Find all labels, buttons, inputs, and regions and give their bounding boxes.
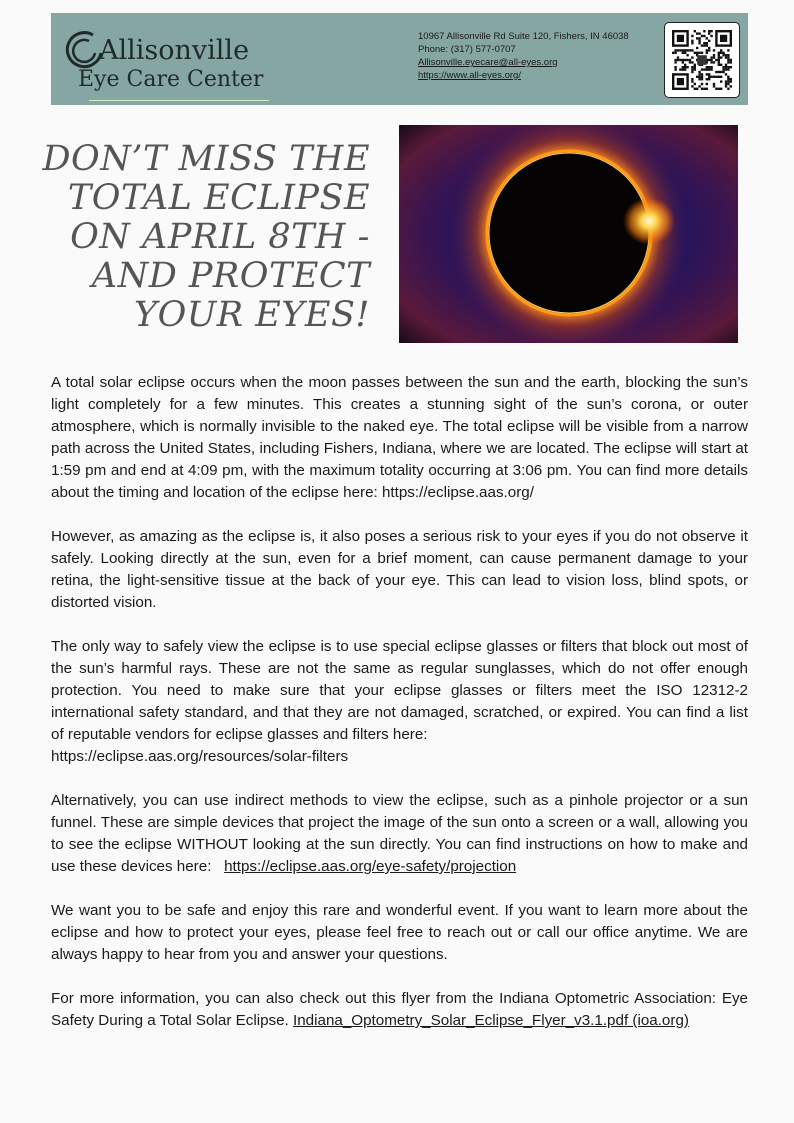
headline <box>40 140 370 335</box>
contact-info <box>418 30 668 82</box>
headline-line: ON APRIL 8TH - <box>70 217 370 257</box>
header-banner <box>51 13 748 105</box>
logo-underline <box>89 100 269 101</box>
eclipse-photo <box>399 125 738 343</box>
paragraph-risk: However, as amazing as the eclipse is, it also poses a serious risk to your eyes if you do not observe it safely. Looking directly at the sun, even for a brief moment, can cause permanent damage to your retina, the light-sensitive tissue at the back of your eye. This can lead to vision loss, blind spots, or distorted vision. <box>51 528 748 611</box>
article-body <box>51 372 748 1054</box>
phone-text: Phone: (317) 577-0707 <box>418 44 516 55</box>
eclipse-image <box>399 125 738 343</box>
logo-subtitle: Eye Care Center <box>78 67 264 92</box>
paragraph-indirect <box>51 790 748 878</box>
qr-code-graphic <box>665 23 739 97</box>
paragraph-glasses-text: The only way to safely view the eclipse is to use special eclipse glasses or filters that block out most of the sun’s harmful rays. These are not the same as regular sunglasses, which do not offer enough protection. You need to make sure that your eclipse glasses or filters meet the ISO 12312-2 international safety standard, and that they are not damaged, scratched, or expired. You can find a list of reputable vendors for eclipse glasses and filters here: <box>51 638 748 743</box>
paragraph-glasses <box>51 636 748 768</box>
projection-link[interactable]: https://eclipse.aas.org/eye-safety/projection <box>224 858 517 875</box>
logo-name: Allisonville <box>99 35 250 66</box>
website-link[interactable]: https://www.all-eyes.org/ <box>418 70 521 81</box>
flyer-link[interactable]: Indiana_Optometry_Solar_Eclipse_Flyer_v3.1.pdf (ioa.org) <box>293 1012 689 1029</box>
headline-line: TOTAL ECLIPSE <box>67 178 370 218</box>
email-link[interactable]: Allisonville.eyecare@all-eyes.org <box>418 57 558 68</box>
paragraph-closing: We want you to be safe and enjoy this rare and wonderful event. If you want to learn more about the eclipse and how to protect your eyes, please feel free to reach out or call our office anytime. We are always happy to hear from you and answer your questions. <box>51 902 748 963</box>
solar-filters-link[interactable]: https://eclipse.aas.org/resources/solar-filters <box>51 748 349 765</box>
address-text: 10967 Allisonville Rd Suite 120, Fishers, IN 46038 <box>418 31 629 42</box>
paragraph-intro: A total solar eclipse occurs when the moon passes between the sun and the earth, blocking the sun’s light completely for a few minutes. This creates a stunning sight of the sun’s corona, or outer atmosphere, which is normally invisible to the naked eye. The total eclipse will be visible from a narrow path across the United States, including Fishers, Indiana, where we are located. The eclipse will start at 1:59 pm and end at 4:09 pm, with the maximum totality occurring at 3:06 pm. You can find more details about the timing and location of the eclipse here: https://eclipse.aas.org/ <box>51 374 748 501</box>
paragraph-indirect-text: Alternatively, you can use indirect methods to view the eclipse, such as a pinhole projector or a sun funnel. These are simple devices that project the image of the sun onto a screen or a wall, allowing you to see the eclipse WITHOUT looking at the sun directly. You can find instructions on how to make and use these devices here: <box>51 792 748 875</box>
paragraph-flyer-text: For more information, you can also check out this flyer from the Indiana Optometric Association: Eye Safety During a Total Solar Eclipse. <box>51 990 748 1029</box>
qr-code-icon[interactable] <box>664 22 740 98</box>
headline-line: DON’T MISS THE <box>42 139 370 179</box>
paragraph-flyer <box>51 988 748 1032</box>
headline-line: YOUR EYES! <box>133 295 370 335</box>
headline-line: AND PROTECT <box>91 256 370 296</box>
clinic-logo[interactable] <box>61 21 271 99</box>
